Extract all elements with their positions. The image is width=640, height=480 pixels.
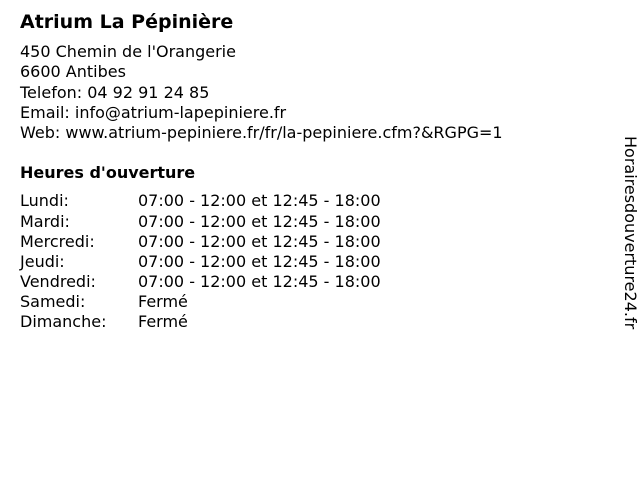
address-line-2: 6600 Antibes [20,62,126,82]
hours-day: Samedi: [20,291,86,311]
hours-row-friday [20,272,600,292]
hours-day: Mardi: [20,211,70,231]
hours-row-sunday [20,312,600,332]
hours-time: Fermé [138,312,188,332]
hours-row-thursday [20,252,600,272]
email-text: Email: info@atrium-lapepiniere.fr [20,102,287,122]
hours-day: Dimanche: [20,312,107,332]
hours-time: 07:00 - 12:00 et 12:45 - 18:00 [138,211,381,231]
address-line-1: 450 Chemin de l'Orangerie [20,42,236,61]
hours-time: 07:00 - 12:00 et 12:45 - 18:00 [138,251,381,271]
phone-text: Telefon: 04 92 91 24 85 [20,82,210,102]
opening-hours-title: Heures d'ouverture [20,163,196,183]
hours-row-monday [20,191,600,211]
hours-day: Jeudi: [20,251,65,271]
site-watermark: Horairesdouverture24.fr [621,136,640,330]
hours-day: Vendredi: [20,271,96,291]
hours-time: 07:00 - 12:00 et 12:45 - 18:00 [138,231,381,251]
hours-time: 07:00 - 12:00 et 12:45 - 18:00 [138,271,381,291]
hours-row-saturday [20,292,600,312]
store-info-card [20,10,600,332]
hours-time: 07:00 - 12:00 et 12:45 - 18:00 [138,191,381,211]
hours-day: Lundi: [20,191,69,211]
website-text: Web: www.atrium-pepiniere.fr/fr/la-pepiniere.cfm?&RGPG=1 [20,123,503,143]
hours-row-tuesday [20,212,600,232]
hours-time: Fermé [138,291,188,311]
store-name: Atrium La Pépinière [20,11,234,33]
hours-row-wednesday [20,232,600,252]
hours-day: Mercredi: [20,231,95,251]
